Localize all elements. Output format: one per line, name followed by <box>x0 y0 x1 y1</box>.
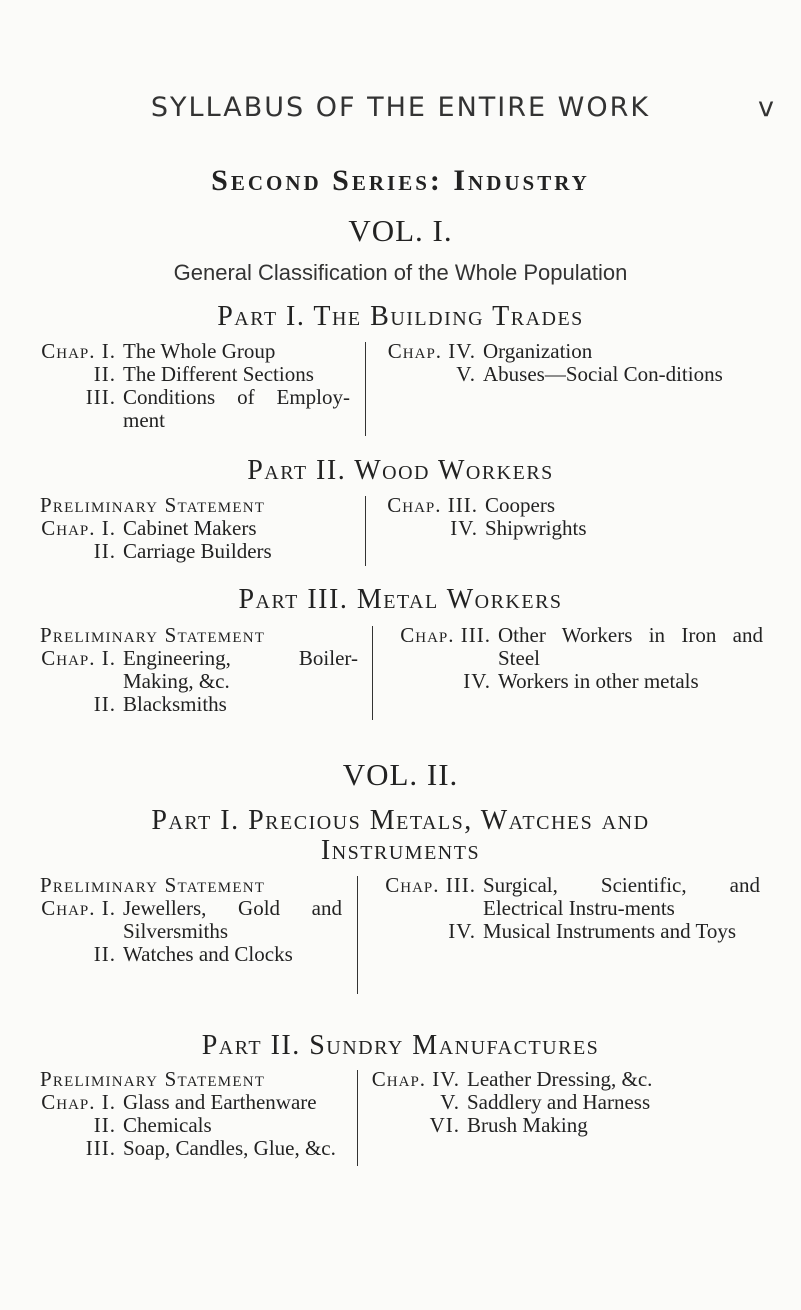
chapter-title: Conditions of Employ-ment <box>123 385 350 432</box>
right-column <box>378 340 758 386</box>
left-column <box>40 1068 340 1160</box>
chapter-entry <box>385 624 763 670</box>
part-heading: Part I. Precious Metals, Watches and <box>151 805 650 836</box>
chapter-number: Chap. III. <box>385 873 476 897</box>
series-title: Second Series: Industry <box>211 164 590 197</box>
chapter-entry <box>40 1137 340 1160</box>
chapter-title: Soap, Candles, Glue, &c. <box>123 1136 336 1160</box>
chapter-title: The Whole Group <box>123 339 276 363</box>
chapter-title: Engineering, Boiler-Making, &c. <box>123 646 358 693</box>
volume-2-heading: VOL. II. <box>342 757 459 792</box>
chapter-number: III. <box>85 1136 116 1160</box>
chapter-number: IV. <box>448 919 476 943</box>
right-column <box>385 624 763 693</box>
chapter-number: Chap. I. <box>41 339 116 363</box>
chapter-title: Saddlery and Harness <box>467 1090 651 1114</box>
chapter-title: Brush Making <box>467 1113 588 1137</box>
column-divider <box>372 626 373 720</box>
chapter-title: Cabinet Makers <box>123 516 257 540</box>
chapter-entry <box>40 897 342 943</box>
chapter-title: Glass and Earthenware <box>123 1090 317 1114</box>
chapter-title: Surgical, Scientific, and Electrical Instru-ments <box>483 873 760 920</box>
chapter-number: Chap. I. <box>41 896 116 920</box>
column-divider <box>365 342 366 436</box>
chapter-entry <box>370 920 760 943</box>
chapter-number: II. <box>93 942 116 966</box>
chapter-number: Chap. I. <box>41 1090 116 1114</box>
column-divider <box>357 876 358 994</box>
chapter-number: II. <box>93 539 116 563</box>
chapter-number: II. <box>93 1113 116 1137</box>
chapter-entry <box>40 540 350 563</box>
chapter-title: Carriage Builders <box>123 539 272 563</box>
chapter-columns <box>0 874 801 1000</box>
preliminary-statement: Preliminary Statement <box>40 623 266 647</box>
chapter-entry <box>378 340 758 363</box>
chapter-entry <box>385 670 763 693</box>
chapter-number: V. <box>456 362 476 386</box>
chapter-title: Abuses—Social Con-ditions <box>483 362 723 386</box>
chapter-number: Chap. IV. <box>387 339 476 363</box>
chapter-entry <box>40 363 350 386</box>
chapter-entry <box>40 647 358 693</box>
chapter-entry <box>362 1091 762 1114</box>
chapter-number: Chap. III. <box>387 493 478 517</box>
part-heading: Part II. Sundry Manufactures <box>201 1030 600 1061</box>
chapter-title: Shipwrights <box>485 516 587 540</box>
left-column <box>40 494 350 563</box>
chapter-entry <box>40 1091 340 1114</box>
chapter-entry <box>40 943 342 966</box>
chapter-number: Chap. I. <box>41 646 116 670</box>
part-heading: Part I. The Building Trades <box>217 301 584 332</box>
volume-1-heading: VOL. I. <box>348 213 453 248</box>
chapter-columns <box>0 1068 801 1168</box>
column-divider <box>365 496 366 566</box>
left-column <box>40 874 342 966</box>
chapter-number: VI. <box>429 1113 460 1137</box>
chapter-number: V. <box>440 1090 460 1114</box>
chapter-entry <box>378 363 758 386</box>
preliminary-statement: Preliminary Statement <box>40 1067 266 1091</box>
chapter-entry <box>372 494 752 517</box>
left-column <box>40 624 358 716</box>
chapter-title: Chemicals <box>123 1113 212 1137</box>
left-column <box>40 340 350 432</box>
chapter-title: Coopers <box>485 493 555 517</box>
part-heading: Part II. Wood Workers <box>247 455 554 486</box>
chapter-title: Other Workers in Iron and Steel <box>498 623 763 670</box>
preliminary-statement: Preliminary Statement <box>40 873 266 897</box>
chapter-title: Musical Instruments and Toys <box>483 919 737 943</box>
chapter-number: III. <box>85 385 116 409</box>
chapter-entry <box>40 1114 340 1137</box>
chapter-entry <box>370 874 760 920</box>
chapter-number: II. <box>93 362 116 386</box>
chapter-entry <box>372 517 752 540</box>
chapter-number: IV. <box>463 669 491 693</box>
part-heading-continued: Instruments <box>320 835 481 866</box>
chapter-entry <box>40 340 350 363</box>
right-column <box>362 1068 762 1137</box>
chapter-title: Blacksmiths <box>123 692 227 716</box>
chapter-entry <box>40 386 350 432</box>
chapter-entry <box>362 1068 762 1091</box>
running-title: SYLLABUS OF THE ENTIRE WORK <box>150 92 651 123</box>
right-column <box>370 874 760 943</box>
chapter-columns <box>0 624 801 724</box>
part-heading: Part III. Metal Workers <box>238 584 563 615</box>
preliminary-statement: Preliminary Statement <box>40 493 266 517</box>
chapter-number: IV. <box>450 516 478 540</box>
subtitle: General Classification of the Whole Population <box>173 260 628 285</box>
chapter-title: Leather Dressing, &c. <box>467 1067 653 1091</box>
chapter-number: II. <box>93 692 116 716</box>
chapter-title: Watches and Clocks <box>123 942 293 966</box>
column-divider <box>357 1070 358 1166</box>
chapter-entry <box>362 1114 762 1137</box>
chapter-columns <box>0 494 801 569</box>
chapter-title: Organization <box>483 339 593 363</box>
page-number: v <box>758 92 774 123</box>
chapter-title: The Different Sections <box>123 362 314 386</box>
chapter-title: Workers in other metals <box>498 669 699 693</box>
chapter-number: Chap. I. <box>41 516 116 540</box>
chapter-columns <box>0 340 801 440</box>
chapter-entry <box>40 517 350 540</box>
chapter-entry <box>40 693 358 716</box>
chapter-number: Chap. III. <box>400 623 491 647</box>
chapter-title: Jewellers, Gold and Silversmiths <box>123 896 342 943</box>
chapter-number: Chap. IV. <box>371 1067 460 1091</box>
right-column <box>372 494 752 540</box>
